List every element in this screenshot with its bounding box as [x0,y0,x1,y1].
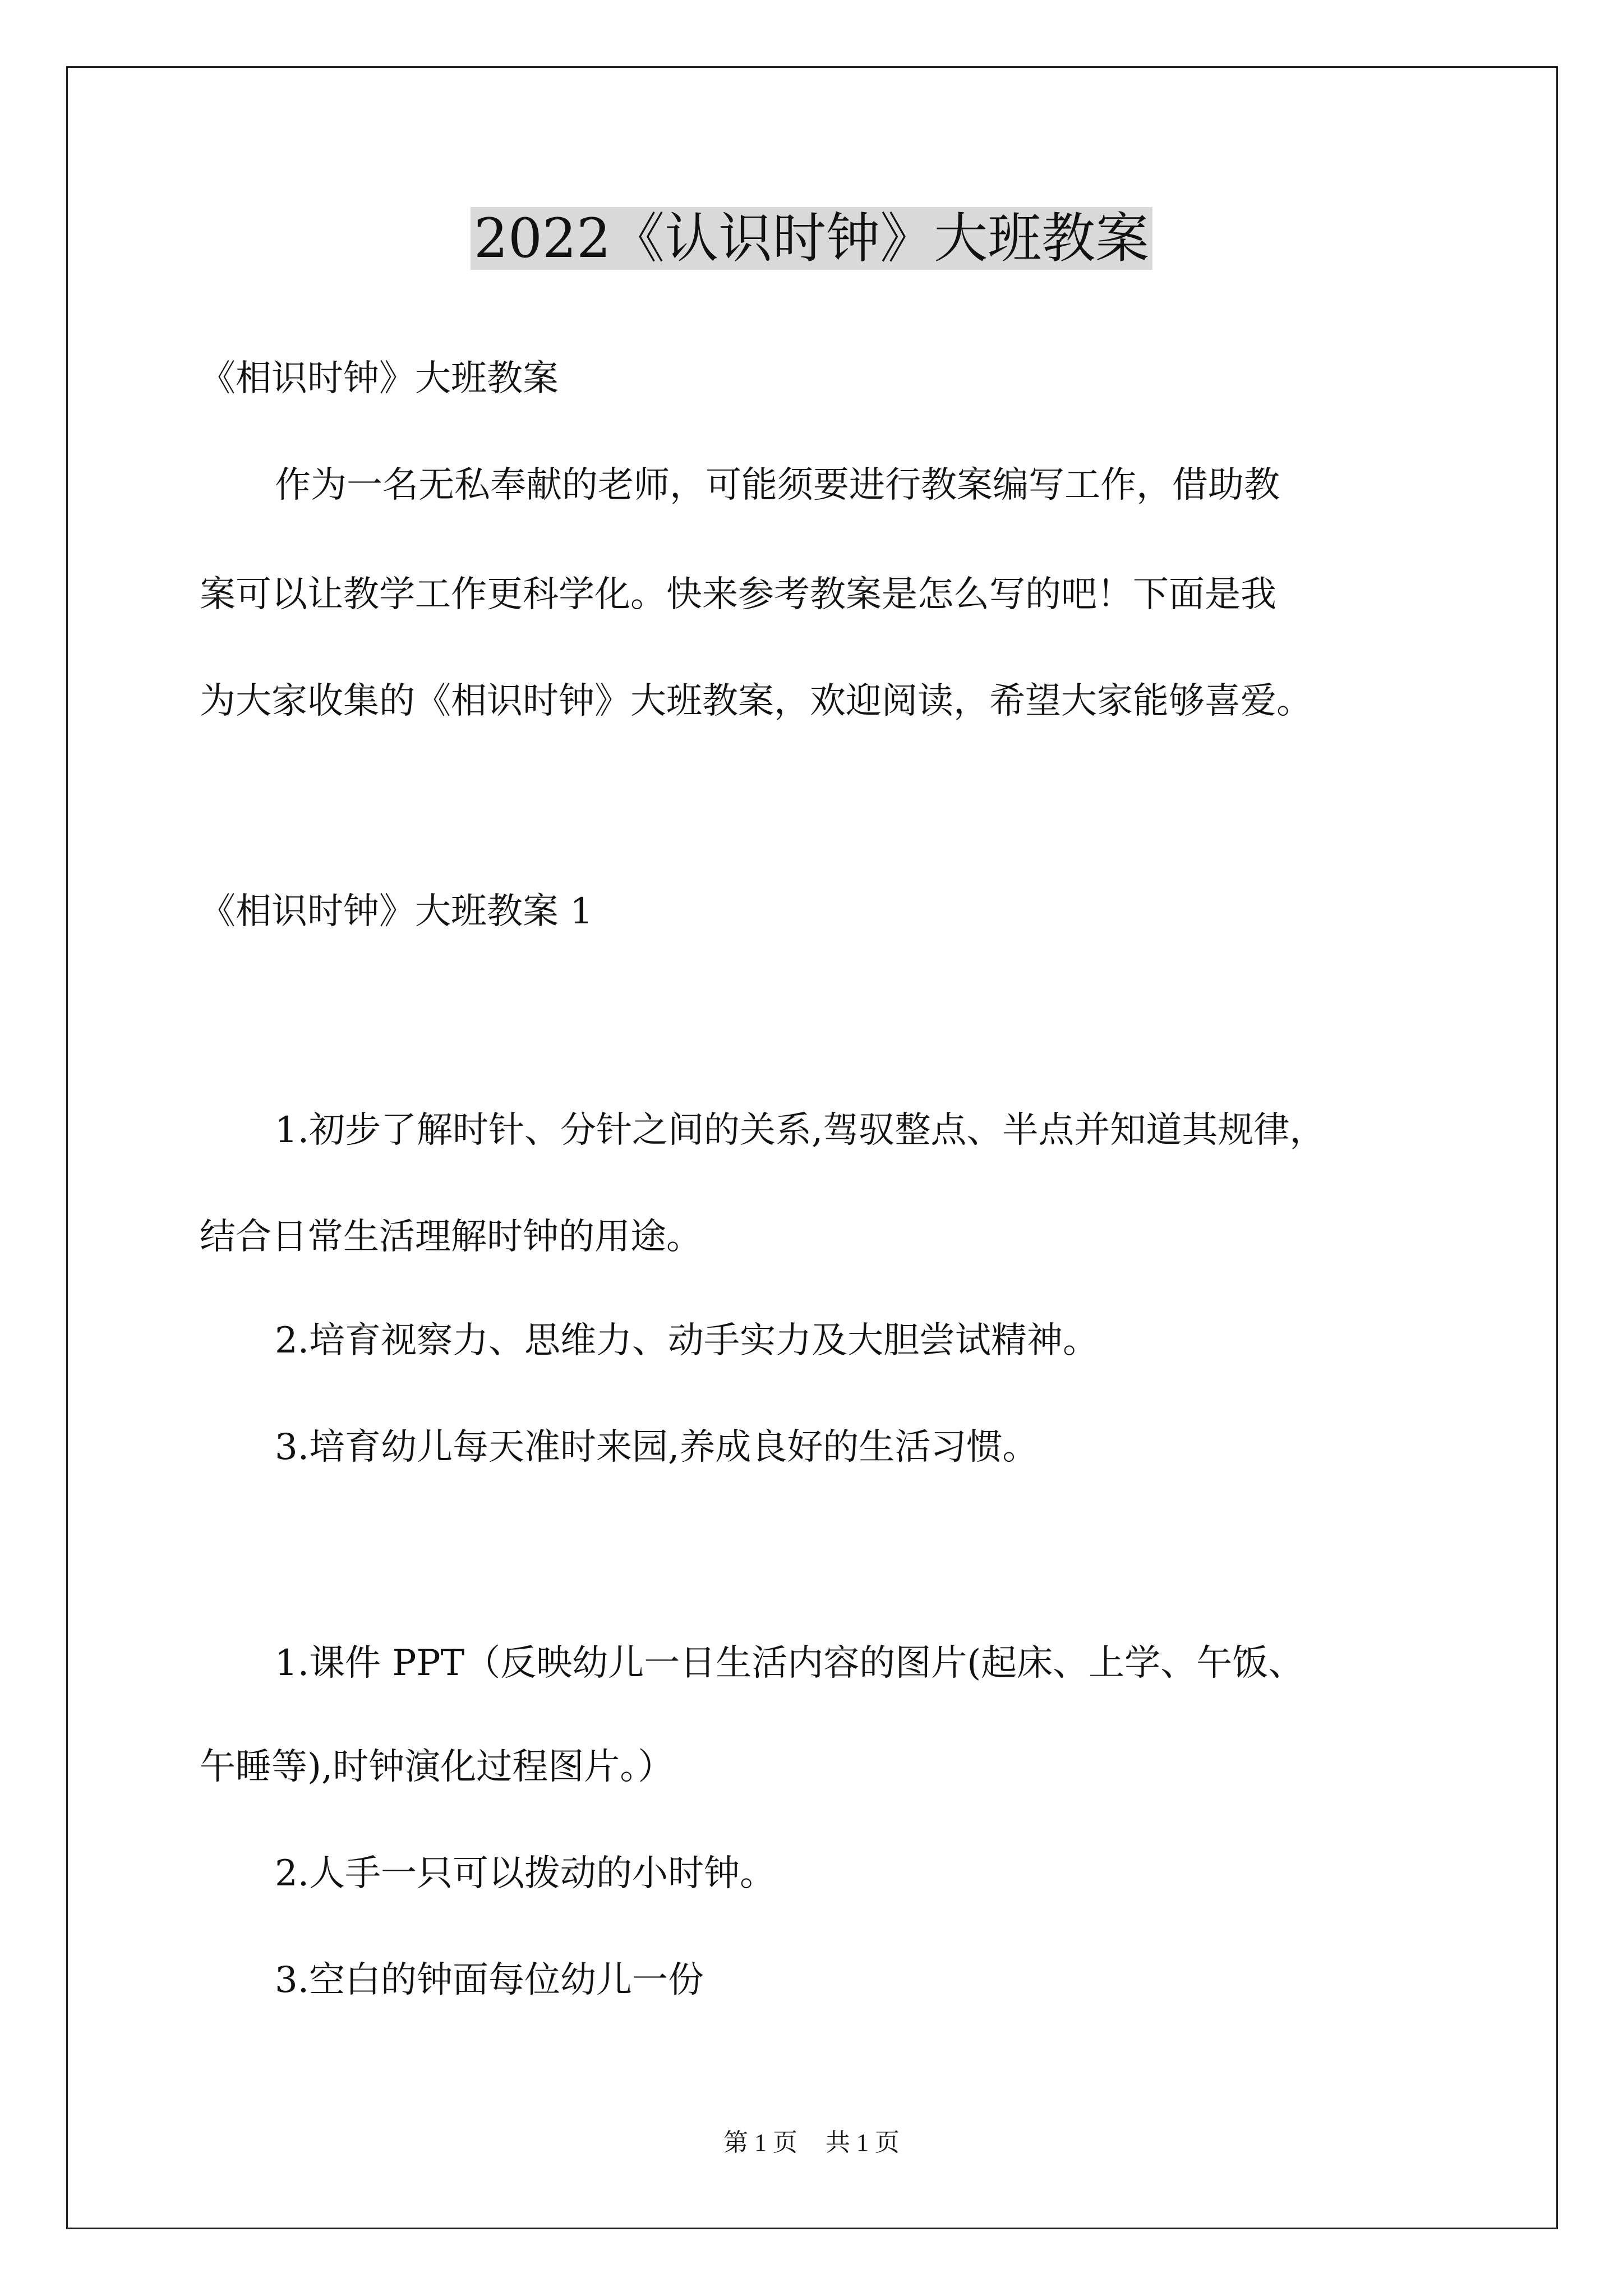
goal-line-4: 3.培育幼儿每天准时来园,养成良好的生活习惯。 [275,1427,1039,1468]
subtitle: 《相识时钟》大班教案 [200,358,559,399]
intro-line-2: 案可以让教学工作更科学化。快来参考教案是怎么写的吧！下面是我 [200,574,1276,615]
intro-line-1: 作为一名无私奉献的老师，可能须要进行教案编写工作，借助教 [275,464,1280,506]
goal-line-3: 2.培育视察力、思维力、动手实力及大胆尝试精神。 [275,1320,1099,1361]
page-total: 共 1 页 [826,2129,900,2156]
page-number: 第 1 页 [723,2129,797,2156]
goal-line-1: 1.初步了解时针、分针之间的关系,驾驭整点、半点并知道其规律， [275,1110,1326,1151]
material-line-3: 2.人手一只可以拨动的小时钟。 [275,1853,776,1894]
intro-line-3: 为大家收集的《相识时钟》大班教案，欢迎阅读，希望大家能够喜爱。 [200,680,1312,722]
goal-line-2: 结合日常生活理解时钟的用途。 [200,1216,702,1258]
section-heading: 《相识时钟》大班教案 1 [200,891,593,932]
document-title: 2022《认识时钟》大班教案 [0,202,1623,275]
material-line-1: 1.课件 PPT（反映幼儿一日生活内容的图片(起床、上学、午饭、 [275,1642,1304,1684]
material-line-2: 午睡等),时钟演化过程图片。） [200,1746,674,1788]
page-footer [0,2126,1623,2160]
material-line-4: 3.空白的钟面每位幼儿一份 [275,1959,704,2001]
